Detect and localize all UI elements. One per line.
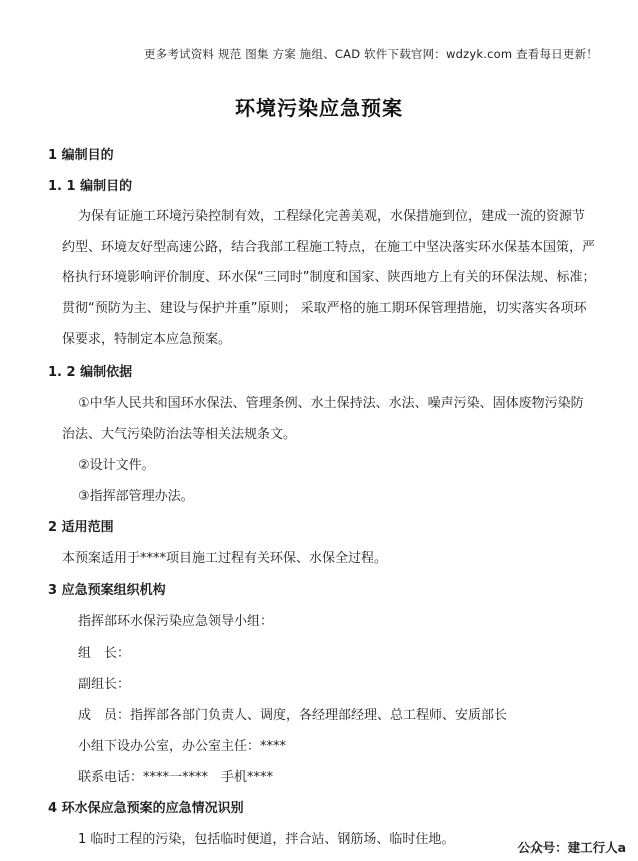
paragraph-line: 为保有证施工环境污染控制有效，工程绿化完善美观，水保措施到位，建成一流的资源节 <box>78 209 586 224</box>
org-line: 成 员：指挥部各部门负责人、调度，各经理部经理、总工程师、安质部长 <box>78 708 508 723</box>
document-title: 环境污染应急预案 <box>235 96 403 120</box>
org-line: 小组下设办公室，办公室主任：**** <box>78 739 287 754</box>
section-heading-1-2: 1. 2 编制依据 <box>48 365 133 380</box>
basis-item-1-cont: 治法、大气污染防治法等相关法规条文。 <box>62 427 297 442</box>
section-heading-1: 1 编制目的 <box>48 148 114 163</box>
section-heading-1-1: 1. 1 编制目的 <box>48 179 133 194</box>
paragraph-line: 1 临时工程的污染，包括临时便道，拌合站、钢筋场、临时住地。 <box>78 832 455 847</box>
paragraph-line: 格执行环境影响评价制度、环水保“三同时”制度和国家、陕西地方上有关的环保法规、标准； <box>62 270 596 285</box>
org-line: 副组长： <box>78 677 131 692</box>
paragraph-line: 本预案适用于****项目施工过程有关环保、水保全过程。 <box>62 551 388 566</box>
header-download-note: 更多考试资料 规范 图集 方案 施组、CAD 软件下载官网：wdzyk.com 查看每日更新！ <box>143 47 598 61</box>
org-line: 指挥部环水保污染应急领导小组： <box>78 614 274 629</box>
basis-item-1: ①中华人民共和国环水保法、管理条例、水土保持法、水法、噪声污染、固体废物污染防 <box>78 396 584 411</box>
section-heading-3: 3 应急预案组织机构 <box>48 583 166 598</box>
paragraph-line: 贯彻“预防为主、建设与保护并重”原则； 采取严格的施工期环保管理措施，切实落实各项环 <box>62 301 587 316</box>
basis-item-3: ③指挥部管理办法。 <box>78 489 194 504</box>
basis-item-2: ②设计文件。 <box>78 458 155 473</box>
paragraph-line: 约型、环境友好型高速公路，结合我部工程施工特点，在施工中坚决落实环水保基本国策，严 <box>62 240 596 255</box>
paragraph-line: 保要求，特制定本应急预案。 <box>62 332 232 347</box>
org-line: 组 长： <box>78 646 131 661</box>
org-line: 联系电话：****一**** 手机**** <box>78 770 274 785</box>
wechat-watermark: 公众号：建工行人a <box>514 837 630 857</box>
section-heading-4: 4 环水保应急预案的应急情况识别 <box>48 801 244 816</box>
section-heading-2: 2 适用范围 <box>48 520 114 535</box>
